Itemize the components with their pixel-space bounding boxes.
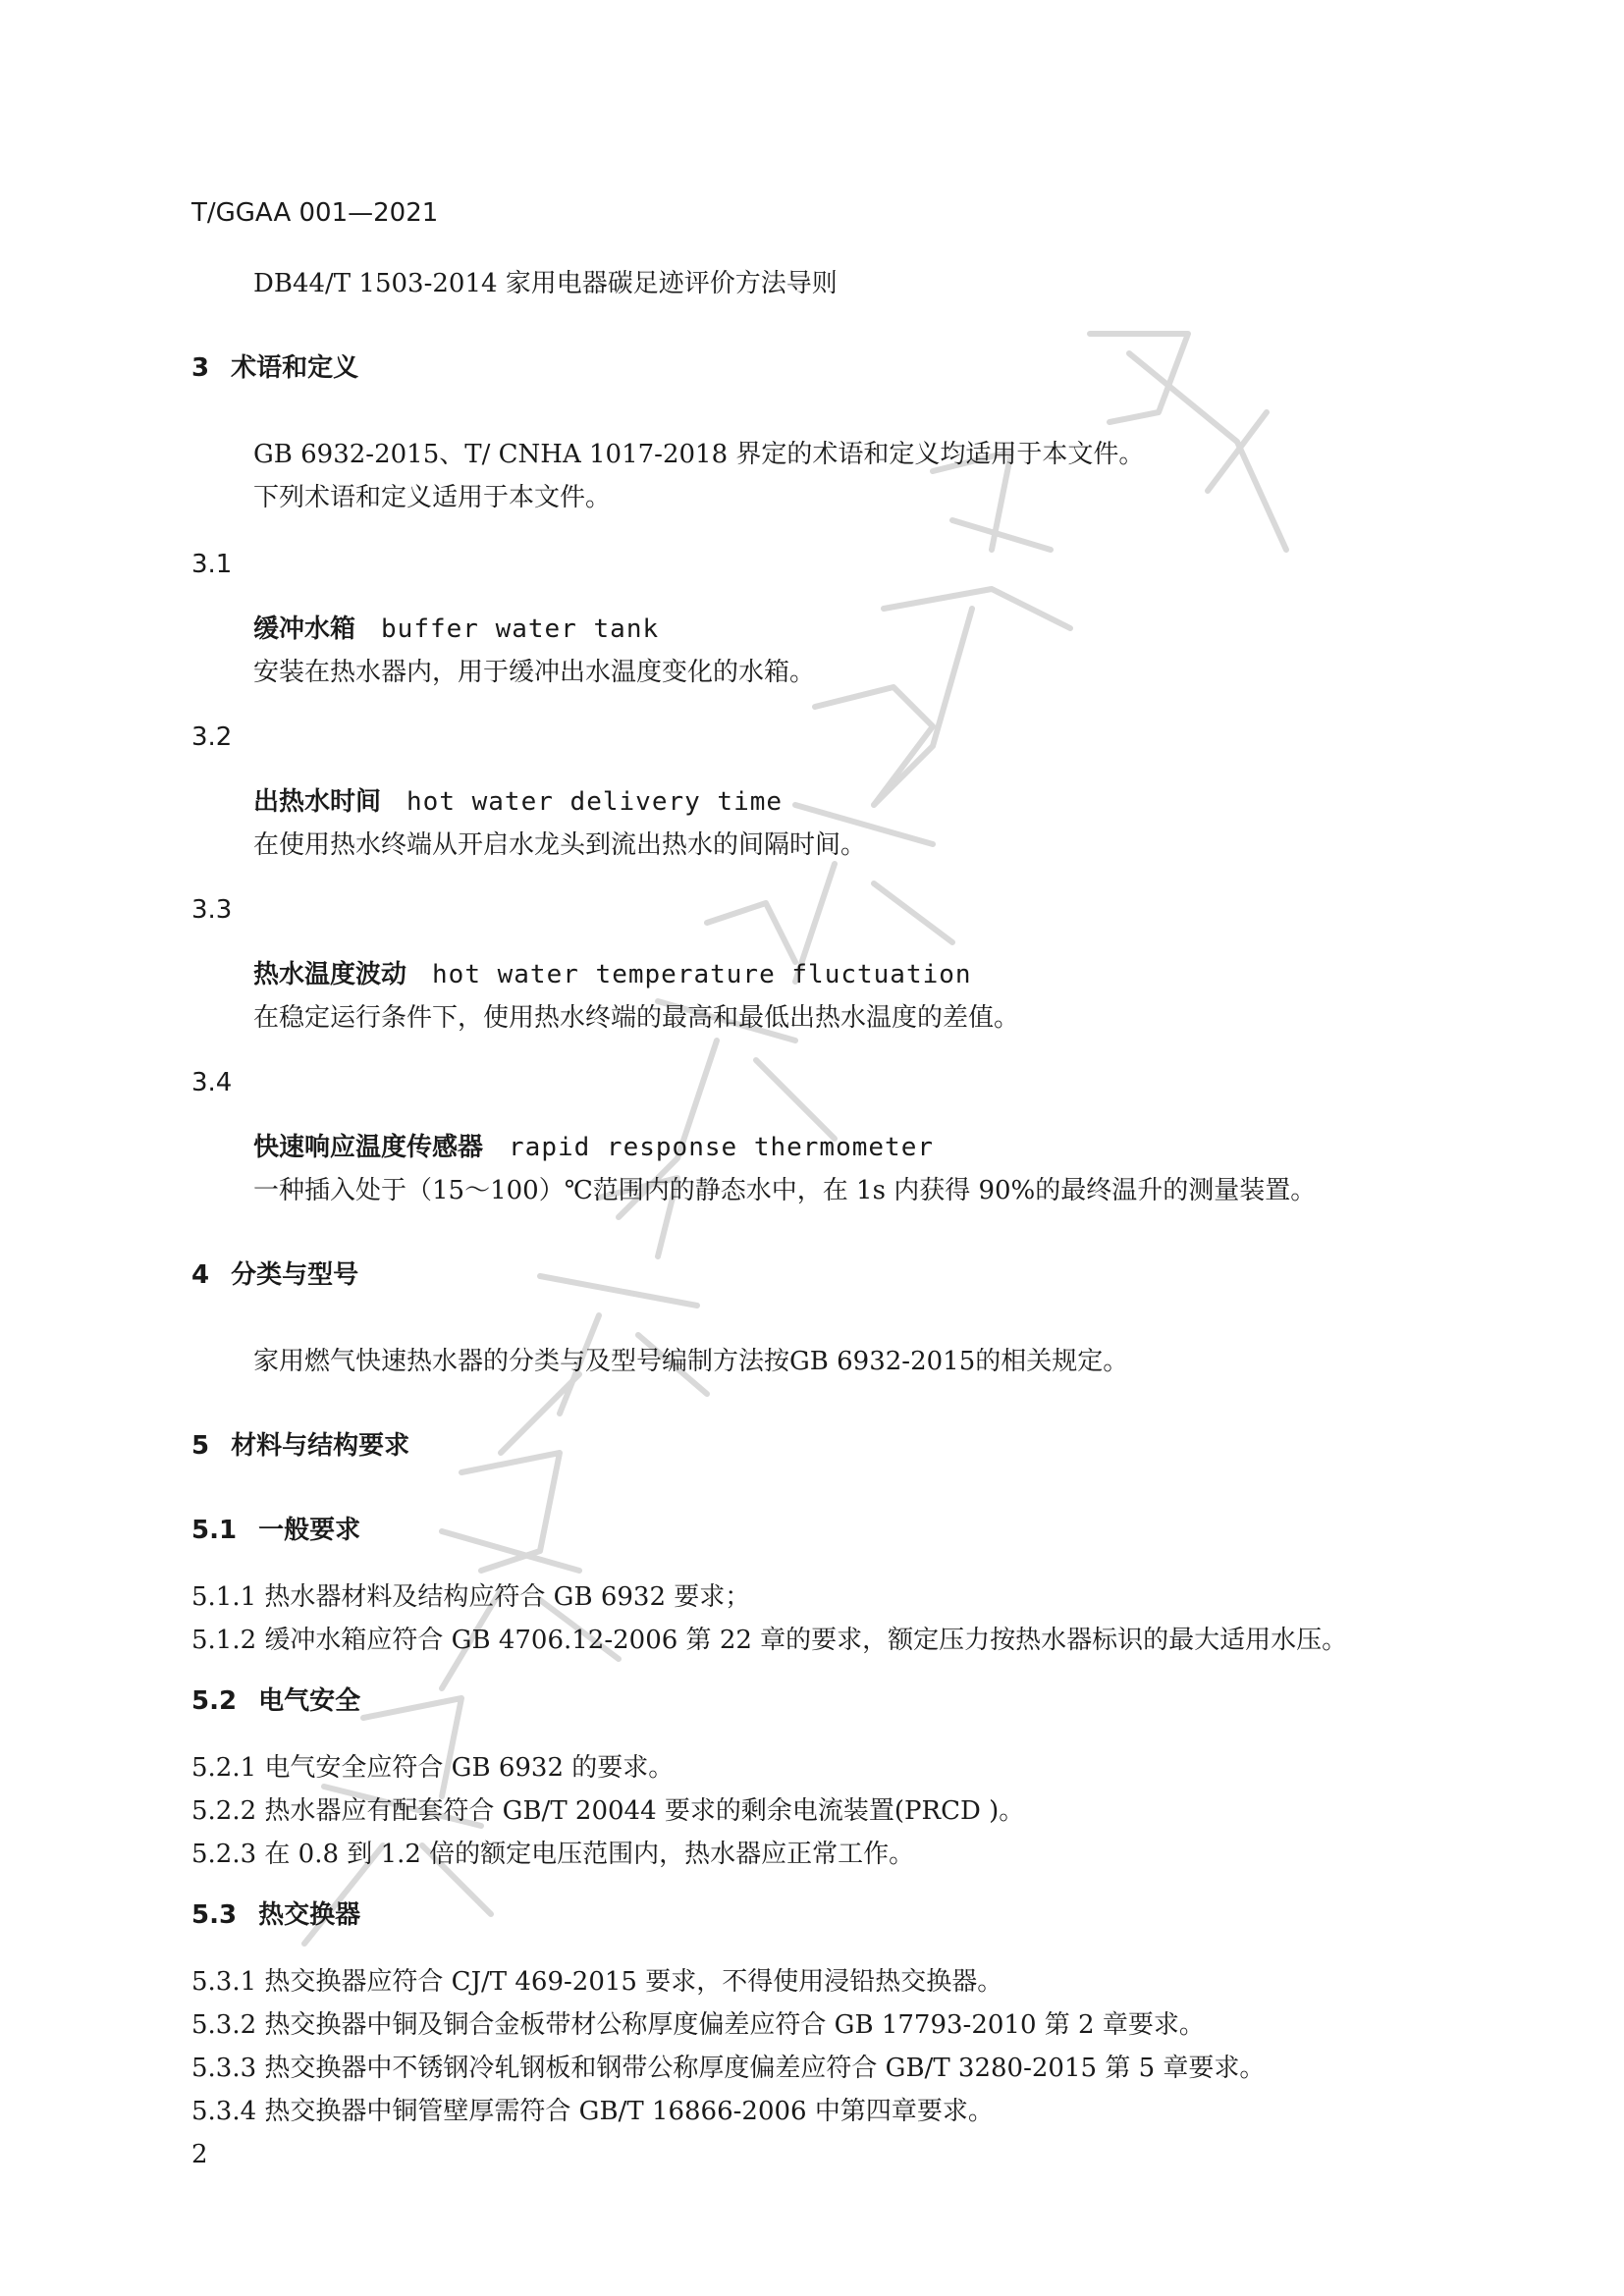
page-number: 2: [191, 2140, 208, 2169]
subsection-heading: [191, 1684, 360, 1718]
section-number: 5: [191, 1431, 210, 1461]
term-chinese: 缓冲水箱: [253, 614, 356, 644]
section-5-heading: [191, 1429, 409, 1463]
clause: 5.3.3 热交换器中不锈钢冷轧钢板和钢带公称厚度偏差应符合 GB/T 3280-2015 第 5 章要求。: [191, 2054, 1266, 2083]
paragraph: 家用燃气快速热水器的分类与及型号编制方法按GB 6932-2015的相关规定。: [253, 1347, 1129, 1376]
subsection-title: 热交换器: [258, 1900, 361, 1930]
term-english: buffer water tank: [381, 614, 660, 644]
term-chinese: 热水温度波动: [253, 960, 407, 989]
section-4-heading: [191, 1258, 358, 1292]
term-number: 3.3: [191, 895, 233, 925]
clause: 5.2.2 热水器应有配套符合 GB/T 20044 要求的剩余电流装置(PRCD )。: [191, 1796, 1025, 1826]
subsection-heading: [191, 1514, 360, 1547]
term-number: 3.2: [191, 722, 233, 752]
clause: 5.3.4 热交换器中铜管壁厚需符合 GB/T 16866-2006 中第四章要求。: [191, 2097, 994, 2126]
term-number: 3.4: [191, 1068, 233, 1097]
term-title: [253, 1131, 934, 1164]
subsection-heading: [191, 1898, 360, 1932]
term-title: [253, 958, 972, 991]
watermark-graphic: [245, 294, 1375, 1963]
clause: 5.1.2 缓冲水箱应符合 GB 4706.12-2006 第 22 章的要求，额定压力按热水器标识的最大适用水压。: [191, 1626, 1348, 1655]
section-title: 材料与结构要求: [231, 1431, 410, 1461]
term-definition: 在使用热水终端从开启水龙头到流出热水的间隔时间。: [253, 830, 867, 860]
clause: 5.3.2 热交换器中铜及铜合金板带材公称厚度偏差应符合 GB 17793-2010 第 2 章要求。: [191, 2010, 1205, 2040]
clause: 5.3.1 热交换器应符合 CJ/T 469-2015 要求，不得使用浸铅热交换器。: [191, 1967, 1003, 1997]
term-definition: 一种插入处于（15～100）℃范围内的静态水中，在 1s 内获得 90%的最终温升的测量装置。: [253, 1176, 1317, 1205]
section-number: 3: [191, 353, 210, 383]
section-title: 术语和定义: [231, 353, 359, 383]
term-chinese: 出热水时间: [253, 787, 382, 817]
clause: 5.2.3 在 0.8 到 1.2 倍的额定电压范围内，热水器应正常工作。: [191, 1840, 915, 1869]
section-title: 分类与型号: [231, 1260, 359, 1290]
subsection-title: 一般要求: [258, 1516, 361, 1545]
term-title: [253, 613, 659, 646]
term-number: 3.1: [191, 550, 233, 579]
reference-entry: DB44/T 1503-2014 家用电器碳足迹评价方法导则: [253, 269, 838, 298]
subsection-number: 5.2: [191, 1686, 238, 1716]
clause: 5.1.1 热水器材料及结构应符合 GB 6932 要求；: [191, 1582, 751, 1612]
term-chinese: 快速响应温度传感器: [253, 1133, 484, 1162]
term-english: rapid response thermometer: [509, 1133, 935, 1162]
term-definition: 安装在热水器内，用于缓冲出水温度变化的水箱。: [253, 658, 816, 687]
subsection-title: 电气安全: [258, 1686, 361, 1716]
paragraph: 下列术语和定义适用于本文件。: [253, 483, 612, 512]
term-definition: 在稳定运行条件下，使用热水终端的最高和最低出热水温度的差值。: [253, 1003, 1020, 1033]
paragraph: GB 6932-2015、T/ CNHA 1017-2018 界定的术语和定义均适用于本文件。: [253, 440, 1145, 469]
term-title: [253, 785, 783, 819]
document-code: T/GGAA 001—2021: [191, 198, 439, 228]
subsection-number: 5.3: [191, 1900, 238, 1930]
section-3-heading: [191, 351, 358, 385]
term-english: hot water temperature fluctuation: [432, 960, 972, 989]
term-english: hot water delivery time: [406, 787, 784, 817]
clause: 5.2.1 电气安全应符合 GB 6932 的要求。: [191, 1753, 675, 1783]
section-number: 4: [191, 1260, 210, 1290]
subsection-number: 5.1: [191, 1516, 238, 1545]
